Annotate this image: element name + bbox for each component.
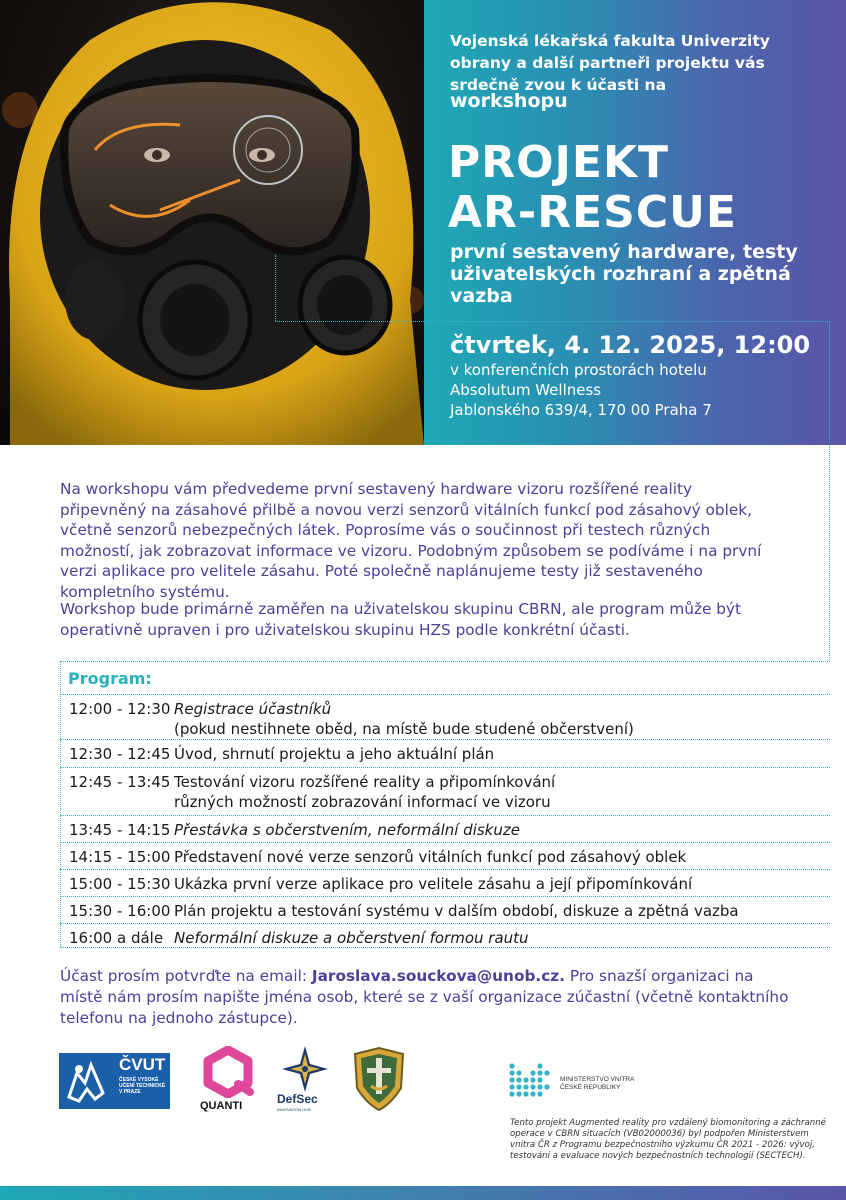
program-row	[60, 739, 830, 767]
program-item: Představení nové verze senzorů vitálních funkcí pod zásahový oblek	[174, 848, 687, 866]
description-paragraph-1: Na workshopu vám předvedeme první sestavený hardware vizoru rozšířené reality připevněný na zásahové přilbě a novou verzi senzorů vitálních funkcí pod zásahový oblek, včetně senzorů nebezpečných látek. Poprosíme vás o součinnost při testech různých možností, jak zobrazovat informace ve vizoru. Podobným způsobem se podíváme i na první verzi aplikace pro velitele zásahu. Poté společně naplánujeme testy již sestaveného kompletního systému.	[60, 480, 762, 601]
program-row	[60, 923, 830, 948]
quanti-q-icon	[198, 1046, 258, 1098]
divider-dotted	[60, 947, 830, 948]
bottom-accent-bar	[0, 1186, 846, 1200]
program-row	[60, 869, 830, 897]
lion-emblem-icon	[59, 1053, 115, 1109]
workshop-label: workshopu	[450, 90, 568, 112]
program-heading: Program:	[68, 669, 152, 688]
title-line-2: AR-RESCUE	[448, 187, 737, 238]
program-time: 12:30 - 12:45	[69, 745, 171, 763]
rsvp-text	[60, 966, 790, 1029]
rsvp-intro: Účast prosím potvrďte na email:	[60, 967, 312, 985]
hero-photo	[0, 0, 424, 445]
venue-line-2: Absolutum Wellness	[450, 381, 602, 399]
program-row	[60, 694, 830, 739]
program-time: 12:00 - 12:30	[69, 700, 171, 718]
military-faculty-crest	[351, 1046, 407, 1112]
event-date: čtvrtek, 4. 12. 2025, 12:00	[450, 331, 811, 359]
description-paragraph-2: Workshop bude primárně zaměřen na uživatelskou skupinu CBRN, ale program může být operativně upraven i pro uživatelskou skupinu HZS podle konkrétní účasti.	[60, 600, 742, 639]
hazmat-figure-illustration	[0, 0, 424, 445]
program-item-continued: různých možností zobrazování informací ve vizoru	[174, 793, 551, 811]
program-time: 12:45 - 13:45	[69, 773, 171, 791]
defsec-logo	[274, 1046, 336, 1112]
venue-line-3: Jablonského 639/4, 170 00 Praha 7	[450, 401, 712, 419]
program-time: 15:30 - 16:00	[69, 902, 171, 920]
program-item: Registrace účastníků	[174, 700, 332, 718]
rsvp-email-link[interactable]: Jaroslava.souckova@unob.cz.	[311, 967, 565, 985]
cvut-logo-subtitle: ČESKÉ VYSOKÉ UČENÍ TECHNICKÉ V PRAZE	[119, 1077, 166, 1095]
ministry-dots-icon	[508, 1060, 556, 1100]
invitation-intro: Vojenská lékařská fakulta Univerzity obrany a další partneři projektu vás srdečně zvou k účasti na	[450, 32, 770, 94]
program-item: Neformální diskuze a občerstvení formou rautu	[174, 929, 529, 947]
title-line-1: PROJEKT	[448, 137, 670, 188]
shield-crest-icon	[351, 1046, 407, 1112]
quanti-logo	[198, 1046, 258, 1116]
program-item-note: (pokud nestihnete oběd, na místě bude studené občerstvení)	[174, 720, 634, 738]
mv-logo-line-1: MINISTERSTVO VNITRA	[560, 1076, 635, 1083]
program-item: Plán projektu a testování systému v dalším období, diskuze a zpětná vazba	[174, 902, 739, 920]
funding-footnote: Tento projekt Augmented reality pro vzdálený biomonitoring a záchranné operace v CBRN situacích (VB02000036) byl podpořen Ministerstvem vnitra ČR z Programu bezpečnostního výzkumu ČR 2021 - 2026: vývoj, testování a evaluace nových bezpečnostních technologií (SECTECH).	[510, 1118, 826, 1161]
cvut-logo	[59, 1053, 170, 1109]
divider-dotted	[829, 321, 830, 662]
rsvp-details: Pro snazší organizaci na místě nám prosím napište jména osob, které se z vaší organizace zúčastní (včetně kontaktního telefonu na jednoho zástupce).	[60, 967, 789, 1027]
program-item: Testování vizoru rozšířené reality a připomínkování	[174, 773, 556, 791]
cvut-logo-name: ČVUT	[119, 1055, 166, 1074]
program-time: 16:00 a dále	[69, 929, 164, 947]
program-time: 15:00 - 15:30	[69, 875, 171, 893]
program-item: Ukázka první verze aplikace pro velitele zásahu a její připomínkování	[174, 875, 693, 893]
mv-logo-line-2: ČESKÉ REPUBLIKY	[560, 1084, 621, 1091]
program-row	[60, 767, 830, 814]
mv-cr-logo	[508, 1060, 648, 1102]
compass-star-icon	[274, 1046, 336, 1092]
quanti-logo-name: QUANTI	[200, 1100, 243, 1112]
program-time: 13:45 - 14:15	[69, 821, 171, 839]
program-row	[60, 896, 830, 924]
program-row	[60, 842, 830, 870]
divider-dotted	[60, 661, 830, 662]
program-time: 14:15 - 15:00	[69, 848, 171, 866]
program-item: Přestávka s občerstvením, neformální diskuze	[174, 821, 520, 839]
defsec-logo-name: DefSec	[277, 1092, 318, 1106]
venue-line-1: v konferenčních prostorách hotelu	[450, 361, 707, 379]
defsec-logo-subtitle: INNOVATION HUB	[277, 1107, 311, 1112]
event-subtitle: první sestavený hardware, testy uživatelských rozhraní a zpětná vazba	[450, 241, 798, 307]
program-row	[60, 815, 830, 843]
program-item: Úvod, shrnutí projektu a jeho aktuální plán	[174, 745, 495, 763]
divider-dotted	[275, 321, 830, 322]
divider-dotted	[275, 255, 276, 321]
